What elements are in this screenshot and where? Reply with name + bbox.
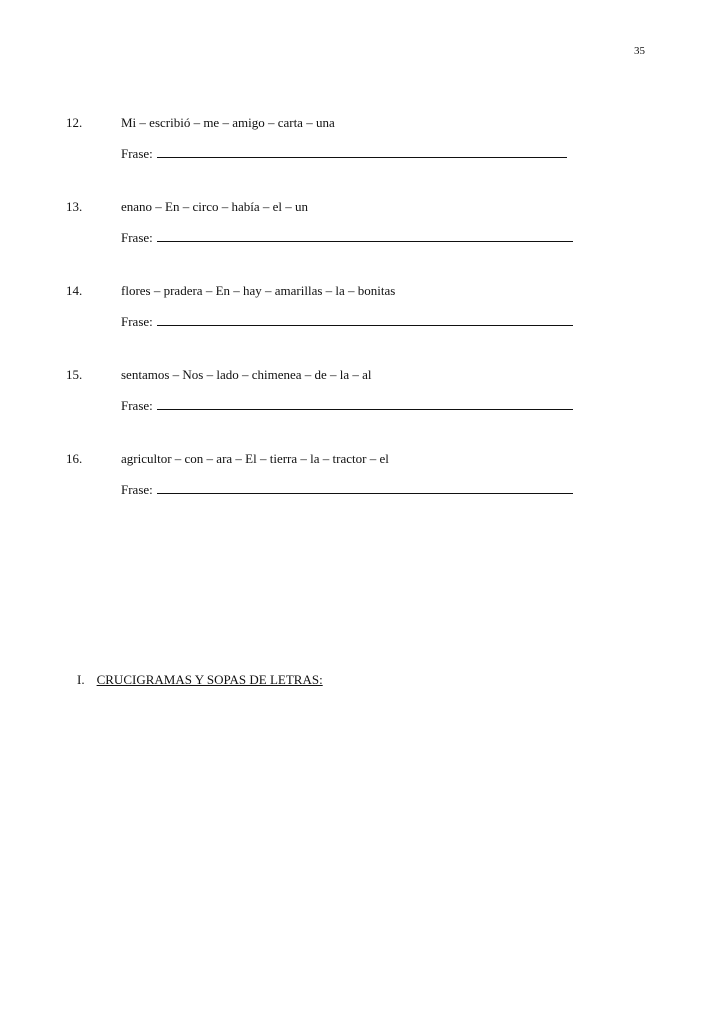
exercise-number: 12. <box>66 115 83 130</box>
section-letter: I. <box>77 672 85 687</box>
exercise-number: 13. <box>66 199 83 214</box>
exercise-words: agricultor – con – ara – El – tierra – la – tractor – el <box>121 451 389 466</box>
exercise-number: 15. <box>66 367 83 382</box>
exercise-number: 16. <box>66 451 83 466</box>
answer-line[interactable] <box>157 398 573 410</box>
answer-label: Frase: <box>121 314 153 329</box>
answer-label: Frase: <box>121 146 153 161</box>
exercise-words: sentamos – Nos – lado – chimenea – de – la – al <box>121 367 372 382</box>
answer-row <box>121 314 573 330</box>
section-heading <box>77 672 323 688</box>
answer-line[interactable] <box>157 230 573 242</box>
exercise-number: 14. <box>66 283 83 298</box>
answer-row <box>121 398 573 414</box>
exercise-words: Mi – escribió – me – amigo – carta – una <box>121 115 335 130</box>
answer-row <box>121 230 573 246</box>
answer-line[interactable] <box>157 314 573 326</box>
exercise-words: flores – pradera – En – hay – amarillas – la – bonitas <box>121 283 396 298</box>
answer-row <box>121 482 573 498</box>
answer-line[interactable] <box>157 146 567 158</box>
answer-line[interactable] <box>157 482 573 494</box>
exercise-words: enano – En – circo – había – el – un <box>121 199 308 214</box>
answer-label: Frase: <box>121 482 153 497</box>
page-number: 35 <box>634 45 645 57</box>
answer-label: Frase: <box>121 398 153 413</box>
answer-row <box>121 146 567 162</box>
answer-label: Frase: <box>121 230 153 245</box>
section-title: CRUCIGRAMAS Y SOPAS DE LETRAS: <box>96 672 323 687</box>
